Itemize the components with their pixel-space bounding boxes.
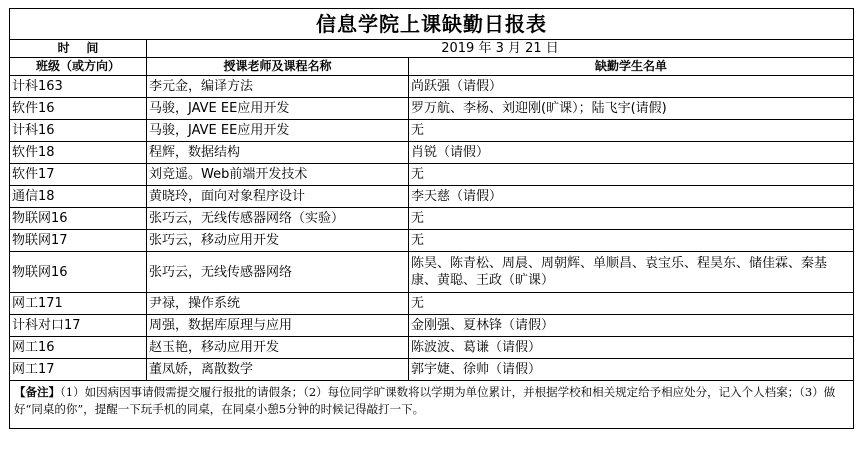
class-cell: 计科163 (10, 76, 147, 98)
report-date: 2019 年 3 月 21 日 (147, 40, 854, 58)
teacher-course-cell: 张巧云，无线传感器网络（实验） (147, 208, 409, 230)
absent-cell: 肖锐（请假） (409, 142, 854, 164)
absent-cell: 尚跃强（请假） (409, 76, 854, 98)
teacher-course-cell: 刘竞遥。Web前端开发技术 (147, 164, 409, 186)
teacher-course-cell: 李元金，编译方法 (147, 76, 409, 98)
teacher-course-cell: 周强，数据库原理与应用 (147, 315, 409, 337)
column-header-row (10, 58, 854, 76)
absent-cell: 郭宇婕、徐帅（请假） (409, 359, 854, 381)
table-row (10, 359, 854, 381)
teacher-course-cell: 尹禄，操作系统 (147, 293, 409, 315)
table-row (10, 142, 854, 164)
column-header-absent: 缺勤学生名单 (409, 58, 854, 76)
absent-cell: 无 (409, 208, 854, 230)
class-cell: 计科对口17 (10, 315, 147, 337)
table-row (10, 164, 854, 186)
title-row (10, 9, 854, 40)
attendance-table (9, 8, 854, 429)
table-row (10, 98, 854, 120)
table-row (10, 337, 854, 359)
teacher-course-cell: 张巧云，无线传感器网络 (147, 252, 409, 293)
absent-cell: 金刚强、夏林锋（请假） (409, 315, 854, 337)
absent-cell: 无 (409, 164, 854, 186)
absent-cell: 罗万航、李杨、刘迎刚(旷课）；陆飞宇(请假) (409, 98, 854, 120)
attendance-report-sheet (9, 8, 853, 429)
class-cell: 计科16 (10, 120, 147, 142)
table-row (10, 120, 854, 142)
teacher-course-cell: 黄晓玲，面向对象程序设计 (147, 186, 409, 208)
table-row (10, 186, 854, 208)
column-header-class: 班级（或方向） (10, 58, 147, 76)
table-row (10, 293, 854, 315)
note-row (10, 381, 854, 429)
time-label: 时 间 (10, 40, 147, 58)
absent-cell: 陈波波、葛谦（请假） (409, 337, 854, 359)
attendance-table-body (10, 9, 854, 429)
absent-cell: 无 (409, 293, 854, 315)
teacher-course-cell: 张巧云，移动应用开发 (147, 230, 409, 252)
table-row (10, 315, 854, 337)
absent-cell: 李天慈（请假） (409, 186, 854, 208)
note-cell (10, 381, 854, 429)
class-cell: 软件16 (10, 98, 147, 120)
teacher-course-cell: 马骏，JAVE EE应用开发 (147, 98, 409, 120)
report-title: 信息学院上课缺勤日报表 (10, 9, 854, 40)
teacher-course-cell: 程辉，数据结构 (147, 142, 409, 164)
class-cell: 物联网16 (10, 252, 147, 293)
column-header-teacher-course: 授课老师及课程名称 (147, 58, 409, 76)
table-row (10, 208, 854, 230)
class-cell: 网工16 (10, 337, 147, 359)
absent-cell: 无 (409, 230, 854, 252)
note-text: （1）如因病因事请假需提交履行报批的请假条；（2）每位同学旷课数将以学期为单位累计，并根据学校和相关规定给予相应处分，记入个人档案；（3）做好“同桌的你”，提醒一下玩手机的同桌，在同桌小憩5分钟的时候记得敲打一下。 (14, 385, 836, 416)
date-row (10, 40, 854, 58)
table-row (10, 252, 854, 293)
class-cell: 网工171 (10, 293, 147, 315)
class-cell: 通信18 (10, 186, 147, 208)
table-row (10, 230, 854, 252)
note-label: 【备注】 (14, 385, 60, 399)
class-cell: 物联网17 (10, 230, 147, 252)
class-cell: 网工17 (10, 359, 147, 381)
teacher-course-cell: 董凤娇，离散数学 (147, 359, 409, 381)
teacher-course-cell: 赵玉艳，移动应用开发 (147, 337, 409, 359)
table-row (10, 76, 854, 98)
teacher-course-cell: 马骏，JAVE EE应用开发 (147, 120, 409, 142)
absent-cell: 无 (409, 120, 854, 142)
class-cell: 物联网16 (10, 208, 147, 230)
absent-cell: 陈昊、陈青松、周晨、周朝辉、单顺昌、袁宝乐、程昊东、储佳霖、秦基康、黄聪、王政（旷课） (409, 252, 854, 293)
class-cell: 软件18 (10, 142, 147, 164)
class-cell: 软件17 (10, 164, 147, 186)
